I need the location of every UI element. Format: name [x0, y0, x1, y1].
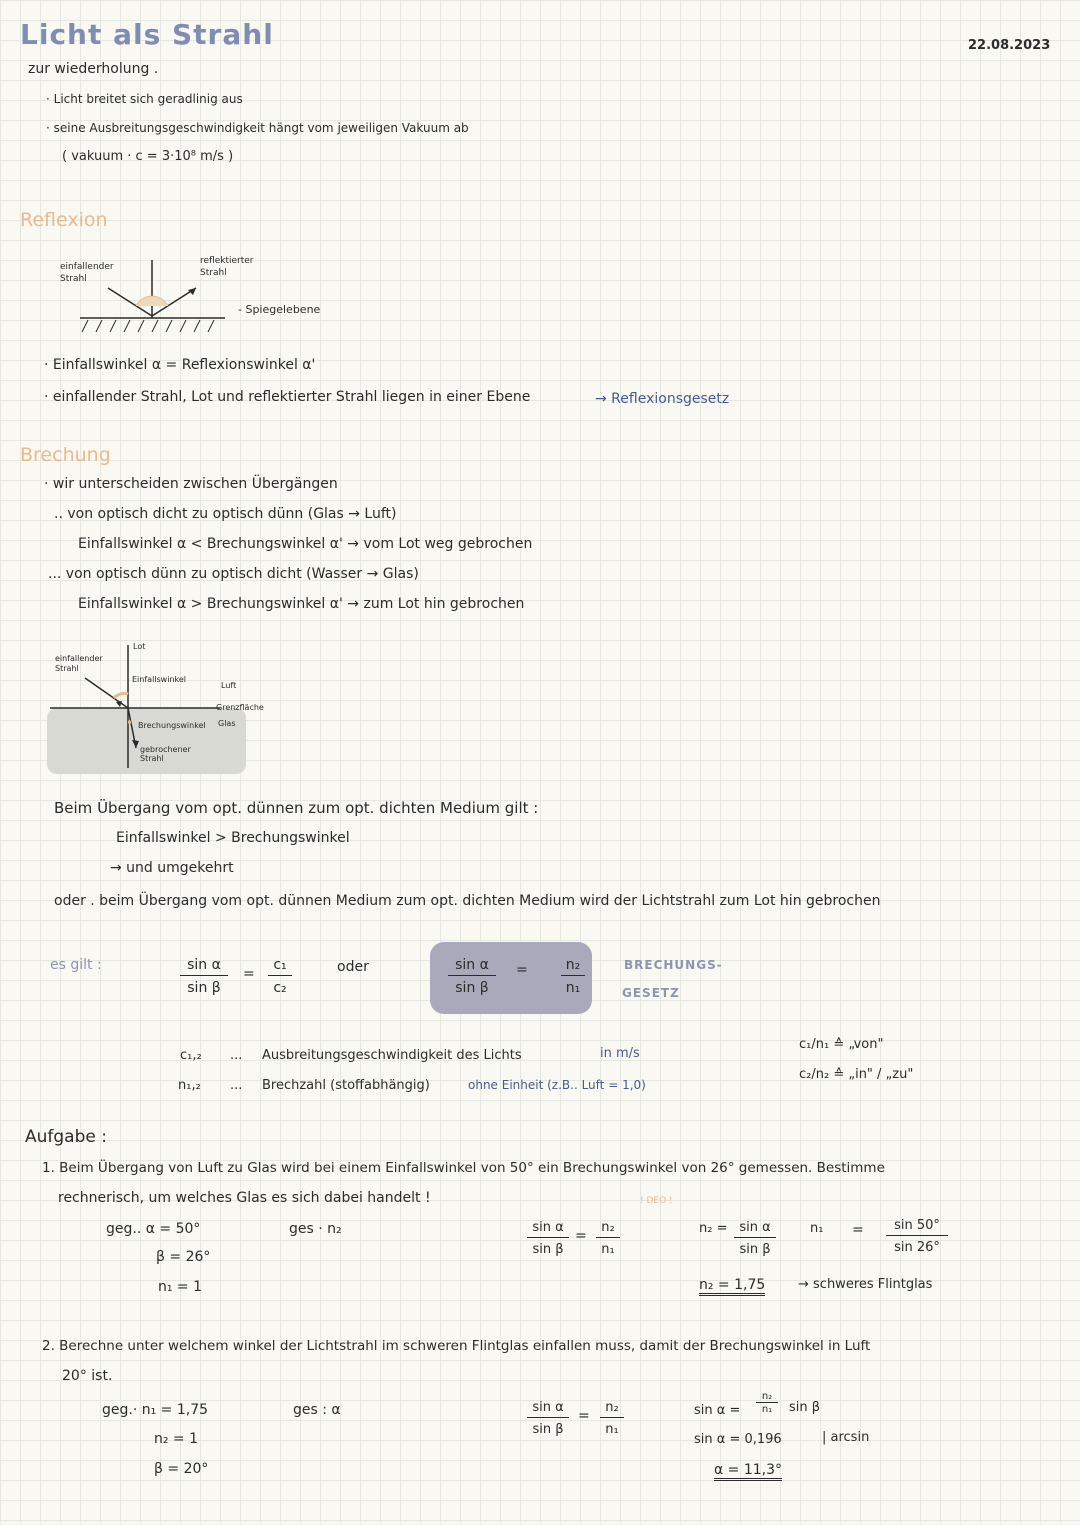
reflection-reflected-label: reflektierter Strahl: [200, 256, 254, 278]
task2-given-n1: geg.· n₁ = 1,75: [102, 1402, 209, 1418]
task2-step2-op: | arcsin: [822, 1430, 870, 1445]
task1-result: n₂ = 1,75: [699, 1277, 765, 1296]
law-fraction-c: $\frac{\text{c₁}}{\text{c₂}}$: [268, 957, 292, 996]
task2-given-n2: n₂ = 1: [154, 1431, 199, 1447]
law-fraction-n: $\frac{\text{n₂}}{\text{n₁}}$: [561, 957, 585, 996]
reflexion-point-1: · Einfallswinkel α = Reflexionswinkel α': [44, 357, 316, 373]
task1-fraction-n: $\frac{\text{n₂}}{\text{n₁}}$: [596, 1220, 620, 1257]
task2-step1-left: sin α =: [694, 1403, 741, 1418]
brechung-line-5: Einfallswinkel α > Brechungswinkel α' → zum Lot hin gebrochen: [78, 596, 525, 612]
def-c-dots: ...: [230, 1048, 243, 1063]
reflection-incident-label: einfallender Strahl: [60, 262, 114, 284]
refraction-lot-label: Lot: [133, 642, 146, 651]
task1-fraction-sin: $\frac{\text{sin α}}{\text{sin β}}$: [527, 1220, 569, 1257]
task1-given-alpha: geg.. α = 50°: [106, 1221, 201, 1237]
reflexion-point-2: · einfallender Strahl, Lot und reflektierter Strahl liegen in einer Ebene: [44, 389, 531, 405]
task1-equals: =: [575, 1228, 587, 1244]
mirror-label: - Spiegelebene: [238, 303, 321, 316]
task1-tag: ! DEO !: [640, 1196, 673, 1206]
page-date: 22.08.2023: [968, 38, 1051, 53]
task1-equals-2: =: [852, 1222, 864, 1238]
task2-step2: sin α = 0,196: [694, 1432, 782, 1447]
task1-line-1: 1. Beim Übergang von Luft zu Glas wird bei einem Einfallswinkel von 50° ein Brechungswinkel von 26° gemessen. Bestimme: [42, 1160, 885, 1176]
refraction-einfallswinkel-label: Einfallswinkel: [132, 675, 187, 684]
task2-given-beta: β = 20°: [154, 1461, 209, 1477]
refraction-refracted-label: gebrochener Strahl: [140, 745, 191, 763]
task1-step-left: n₂ =: [699, 1221, 728, 1236]
task1-wanted: ges · n₂: [289, 1221, 342, 1237]
law-name-line-2: GESETZ: [622, 986, 680, 1000]
task1-line-2: rechnerisch, um welches Glas es sich dabei handelt !: [58, 1190, 431, 1206]
intro-bullet-2: · seine Ausbreitungsgeschwindigkeit hängt vom jeweiligen Vakuum ab: [46, 121, 469, 135]
task2-line-1: 2. Berechne unter welchem winkel der Lichtstrahl im schweren Flintglas einfallen muss, damit der Brechungswinkel in Luft: [42, 1338, 871, 1354]
task1-calc-fraction: $\frac{\sin 50^\circ}{\sin 26^\circ}$: [886, 1218, 948, 1255]
side-note-von: c₁/n₁ ≙ „von": [799, 1037, 884, 1052]
intro-vacuum: ( vakuum · c = 3·10⁸ m/s ): [62, 149, 234, 164]
aufgabe-heading: Aufgabe :: [25, 1127, 107, 1147]
law-fraction-sin-highlight: $\frac{\text{sin α}}{\text{sin β}}$: [448, 957, 496, 996]
law-equals-2: =: [516, 962, 528, 978]
def-c-unit: in m/s: [600, 1046, 640, 1061]
refraction-luft-label: Luft: [221, 681, 237, 690]
reflexion-heading: Reflexion: [20, 209, 108, 231]
def-c-text: Ausbreitungsgeschwindigkeit des Lichts: [262, 1048, 522, 1063]
refraction-incident-label: einfallender Strahl: [55, 654, 103, 673]
intro-label: zur wiederholung .: [28, 61, 159, 77]
task1-conclusion: → schweres Flintglas: [798, 1277, 933, 1292]
rule-line-3: → und umgekehrt: [110, 860, 234, 876]
task2-step1-fraction: $\frac{\text{n₂}}{\text{n₁}}$: [756, 1391, 778, 1415]
brechung-line-3: Einfallswinkel α < Brechungswinkel α' → vom Lot weg gebrochen: [78, 536, 533, 552]
task2-equals: =: [578, 1408, 590, 1424]
refraction-refracted-arrow: [132, 740, 139, 748]
task2-line-2: 20° ist.: [62, 1368, 113, 1384]
def-n-symbol: n₁,₂: [178, 1078, 201, 1093]
task1-step-fraction: $\frac{\text{sin α}}{\text{sin β}}$: [734, 1220, 776, 1257]
brechung-heading: Brechung: [20, 444, 111, 466]
brechung-line-1: · wir unterscheiden zwischen Übergängen: [44, 476, 338, 492]
refraction-brechungswinkel-label: Brechungswinkel: [138, 721, 206, 730]
page-title: Licht als Strahl: [20, 18, 274, 51]
task2-wanted: ges : α: [293, 1402, 341, 1418]
es-gilt-label: es gilt :: [50, 957, 102, 973]
law-oder: oder: [337, 959, 369, 975]
def-n-dots: ...: [230, 1078, 243, 1093]
refraction-grenzflaeche-label: Grenzfläche: [216, 703, 264, 712]
task2-fraction-n: $\frac{\text{n₂}}{\text{n₁}}$: [600, 1400, 624, 1437]
intro-bullet-1: · Licht breitet sich geradlinig aus: [46, 92, 243, 106]
brechung-line-4: ... von optisch dünn zu optisch dicht (Wasser → Glas): [48, 566, 419, 582]
task2-step1-right: sin β: [789, 1400, 821, 1415]
mirror-hatching: [82, 320, 214, 332]
side-note-in-zu: c₂/n₂ ≙ „in" / „zu": [799, 1067, 914, 1082]
rule-line-2: Einfallswinkel > Brechungswinkel: [116, 830, 350, 846]
task1-given-beta: β = 26°: [156, 1249, 211, 1265]
task1-step-n1: n₁: [810, 1221, 824, 1236]
reflexion-law: → Reflexionsgesetz: [595, 391, 730, 407]
task1-given-n1: n₁ = 1: [158, 1279, 203, 1295]
law-equals-1: =: [243, 966, 255, 982]
brechung-line-2: .. von optisch dicht zu optisch dünn (Glas → Luft): [54, 506, 397, 522]
task2-result: α = 11,3°: [714, 1462, 782, 1481]
def-n-note: ohne Einheit (z.B.. Luft = 1,0): [468, 1078, 646, 1092]
task2-fraction-sin: $\frac{\text{sin α}}{\text{sin β}}$: [527, 1400, 569, 1437]
law-fraction-sin: $\frac{\text{sin α}}{\text{sin β}}$: [180, 957, 228, 996]
law-name-line-1: BRECHUNGS-: [624, 958, 723, 972]
rule-line-4: oder . beim Übergang vom opt. dünnen Medium zum opt. dichten Medium wird der Lichtstrahl zum Lot hin gebrochen: [54, 893, 881, 909]
def-n-text: Brechzahl (stoffabhängig): [262, 1078, 430, 1093]
refraction-incident-angle-arc: [114, 693, 128, 698]
def-c-symbol: c₁,₂: [180, 1048, 202, 1063]
reflection-angle-arc: [136, 296, 168, 306]
rule-line-1: Beim Übergang vom opt. dünnen zum opt. dichten Medium gilt :: [54, 799, 539, 817]
refraction-glas-label: Glas: [218, 719, 236, 728]
